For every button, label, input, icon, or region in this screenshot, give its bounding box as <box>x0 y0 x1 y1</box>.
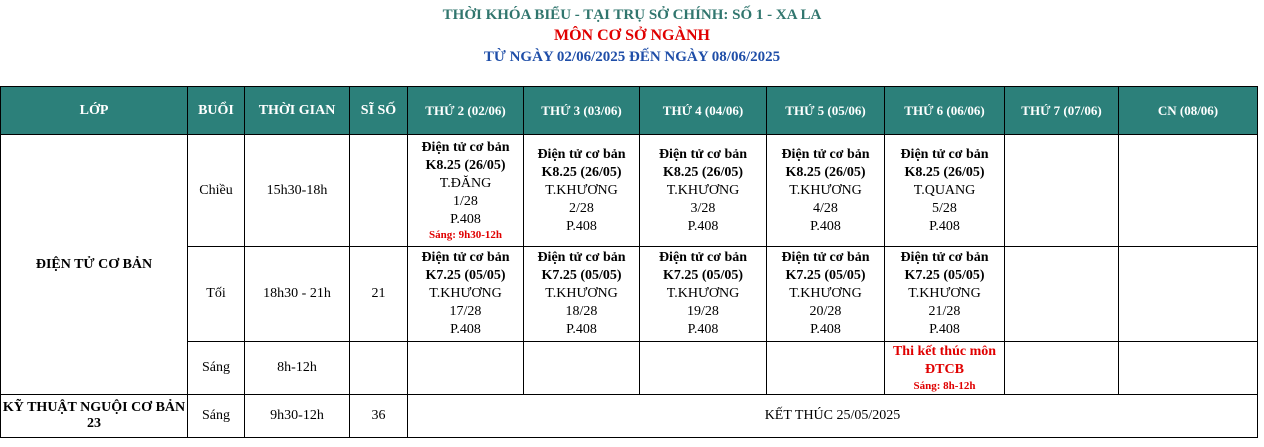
lesson-progress: 21/28 <box>928 304 961 319</box>
lesson-title: Điện tử cơ bản <box>537 250 626 265</box>
day-cell-thu <box>767 342 885 395</box>
lesson-progress: 2/28 <box>569 200 594 216</box>
lesson-progress: 17/28 <box>449 304 482 319</box>
lesson-teacher: T.KHƯƠNG <box>908 286 981 301</box>
day-cell-tue <box>524 135 640 247</box>
day-cell-sat <box>1005 342 1119 395</box>
time-cell: 15h30-18h <box>245 135 350 247</box>
lesson-course: K8.25 (26/05) <box>541 164 622 180</box>
day-cell-thu <box>767 247 885 342</box>
schedule-title: THỜI KHÓA BIỂU - TẠI TRỤ SỞ CHÍNH: SỐ 1 - XA LA <box>442 7 822 23</box>
col-header-class: LỚP <box>1 87 188 135</box>
day-cell-wed <box>640 247 767 342</box>
lesson-teacher: T.KHƯƠNG <box>789 182 862 198</box>
class-name: KỸ THUẬT NGUỘI CƠ BẢN 23 <box>1 395 188 438</box>
lesson-title: Điện tử cơ bản <box>658 250 748 265</box>
session-cell: Sáng <box>188 395 245 438</box>
col-header-sun: CN (08/06) <box>1119 87 1258 135</box>
lesson-title: Điện tử cơ bản <box>781 250 870 265</box>
lesson-teacher: T.KHƯƠNG <box>429 286 502 301</box>
lesson-title: Điện tử cơ bản <box>658 146 748 162</box>
lesson-room: P.408 <box>810 218 841 234</box>
col-header-thu: THỨ 5 (05/06) <box>767 87 885 135</box>
lesson-teacher: T.KHƯƠNG <box>789 286 862 301</box>
lesson-title: Điện tử cơ bản <box>900 146 989 162</box>
lesson-course: K7.25 (05/05) <box>662 268 744 283</box>
day-cell-sun <box>1119 342 1258 395</box>
lesson-teacher: T.KHƯƠNG <box>545 286 618 301</box>
day-cell-sun <box>1119 247 1258 342</box>
lesson-title: Điện tử cơ bản <box>781 146 870 162</box>
lesson-progress: 4/28 <box>813 200 838 216</box>
col-header-size: SĨ SỐ <box>350 87 408 135</box>
lesson-course: K7.25 (05/05) <box>541 268 622 283</box>
lesson-course: K8.25 (26/05) <box>904 164 985 180</box>
col-header-mon: THỨ 2 (02/06) <box>408 87 524 135</box>
lesson-title: Điện tử cơ bản <box>421 250 510 265</box>
time-cell: 9h30-12h <box>245 395 350 438</box>
lesson-room: P.408 <box>450 212 481 227</box>
day-cell-fri <box>885 135 1005 247</box>
day-cell-sat <box>1005 135 1119 247</box>
lesson-progress: 19/28 <box>687 304 719 319</box>
timetable <box>0 86 1258 438</box>
lesson-progress: 1/28 <box>453 194 478 209</box>
lesson-note: Sáng: 9h30-12h <box>428 229 503 241</box>
lesson-room: P.408 <box>929 218 960 234</box>
col-header-session: BUỔI <box>188 87 245 135</box>
lesson-room: P.408 <box>566 218 597 234</box>
header-row <box>1 87 1258 135</box>
lesson-course: K8.25 (26/05) <box>662 164 744 180</box>
lesson-room: P.408 <box>687 322 719 337</box>
lesson-room: P.408 <box>566 322 597 337</box>
day-cell-mon <box>408 342 524 395</box>
time-cell: 8h-12h <box>245 342 350 395</box>
session-cell: Tối <box>188 247 245 342</box>
lesson-room: P.408 <box>810 322 841 337</box>
table-row <box>1 342 1258 395</box>
lesson-teacher: T.KHƯƠNG <box>545 182 618 198</box>
class-name: ĐIỆN TỬ CƠ BẢN <box>1 135 188 395</box>
day-cell-tue <box>524 247 640 342</box>
lesson-course: K8.25 (26/05) <box>785 164 866 180</box>
session-cell: Chiều <box>188 135 245 247</box>
size-cell: 36 <box>350 395 408 438</box>
lesson-teacher: T.KHƯƠNG <box>666 182 740 198</box>
lesson-course: K7.25 (05/05) <box>425 268 506 283</box>
lesson-progress: 5/28 <box>932 200 957 216</box>
lesson-room: P.408 <box>450 322 481 337</box>
lesson-teacher: T.QUANG <box>913 182 976 198</box>
table-row <box>1 135 1258 247</box>
day-cell-tue <box>524 342 640 395</box>
session-cell: Sáng <box>188 342 245 395</box>
day-cell-wed <box>640 342 767 395</box>
day-cell-wed <box>640 135 767 247</box>
day-cell-sat <box>1005 247 1119 342</box>
day-cell-sun <box>1119 135 1258 247</box>
date-range-title: TỪ NGÀY 02/06/2025 ĐẾN NGÀY 08/06/2025 <box>483 49 781 65</box>
lesson-room: P.408 <box>929 322 960 337</box>
lesson-room: P.408 <box>687 218 719 234</box>
lesson-title: Điện tử cơ bản <box>421 140 510 155</box>
exam-title: Thi kết thúc môn <box>892 344 997 359</box>
table-row <box>1 247 1258 342</box>
lesson-course: K7.25 (05/05) <box>904 268 985 283</box>
lesson-progress: 20/28 <box>809 304 842 319</box>
lesson-title: Điện tử cơ bản <box>537 146 626 162</box>
subject-group-title: MÔN CƠ SỞ NGÀNH <box>554 27 710 44</box>
day-cell-fri <box>885 247 1005 342</box>
day-cell-fri <box>885 342 1005 395</box>
col-header-fri: THỨ 6 (06/06) <box>885 87 1005 135</box>
lesson-teacher: T.ĐĂNG <box>439 176 492 191</box>
lesson-teacher: T.KHƯƠNG <box>666 286 740 301</box>
col-header-wed: THỨ 4 (04/06) <box>640 87 767 135</box>
size-cell: 21 <box>350 247 408 342</box>
lesson-title: Điện tử cơ bản <box>900 250 989 265</box>
schedule-title-block <box>0 0 1264 86</box>
table-row <box>1 395 1258 438</box>
lesson-course: K7.25 (05/05) <box>785 268 866 283</box>
exam-subject: ĐTCB <box>925 362 964 377</box>
col-header-tue: THỨ 3 (03/06) <box>524 87 640 135</box>
day-cell-mon <box>408 135 524 247</box>
lesson-progress: 18/28 <box>565 304 598 319</box>
lesson-progress: 3/28 <box>690 200 716 216</box>
exam-note: Sáng: 8h-12h <box>913 380 976 392</box>
col-header-time: THỜI GIAN <box>245 87 350 135</box>
size-cell <box>350 135 408 247</box>
finished-notice: KẾT THÚC 25/05/2025 <box>408 395 1258 438</box>
col-header-sat: THỨ 7 (07/06) <box>1005 87 1119 135</box>
day-cell-mon <box>408 247 524 342</box>
time-cell: 18h30 - 21h <box>245 247 350 342</box>
day-cell-thu <box>767 135 885 247</box>
lesson-course: K8.25 (26/05) <box>425 158 506 173</box>
size-cell <box>350 342 408 395</box>
